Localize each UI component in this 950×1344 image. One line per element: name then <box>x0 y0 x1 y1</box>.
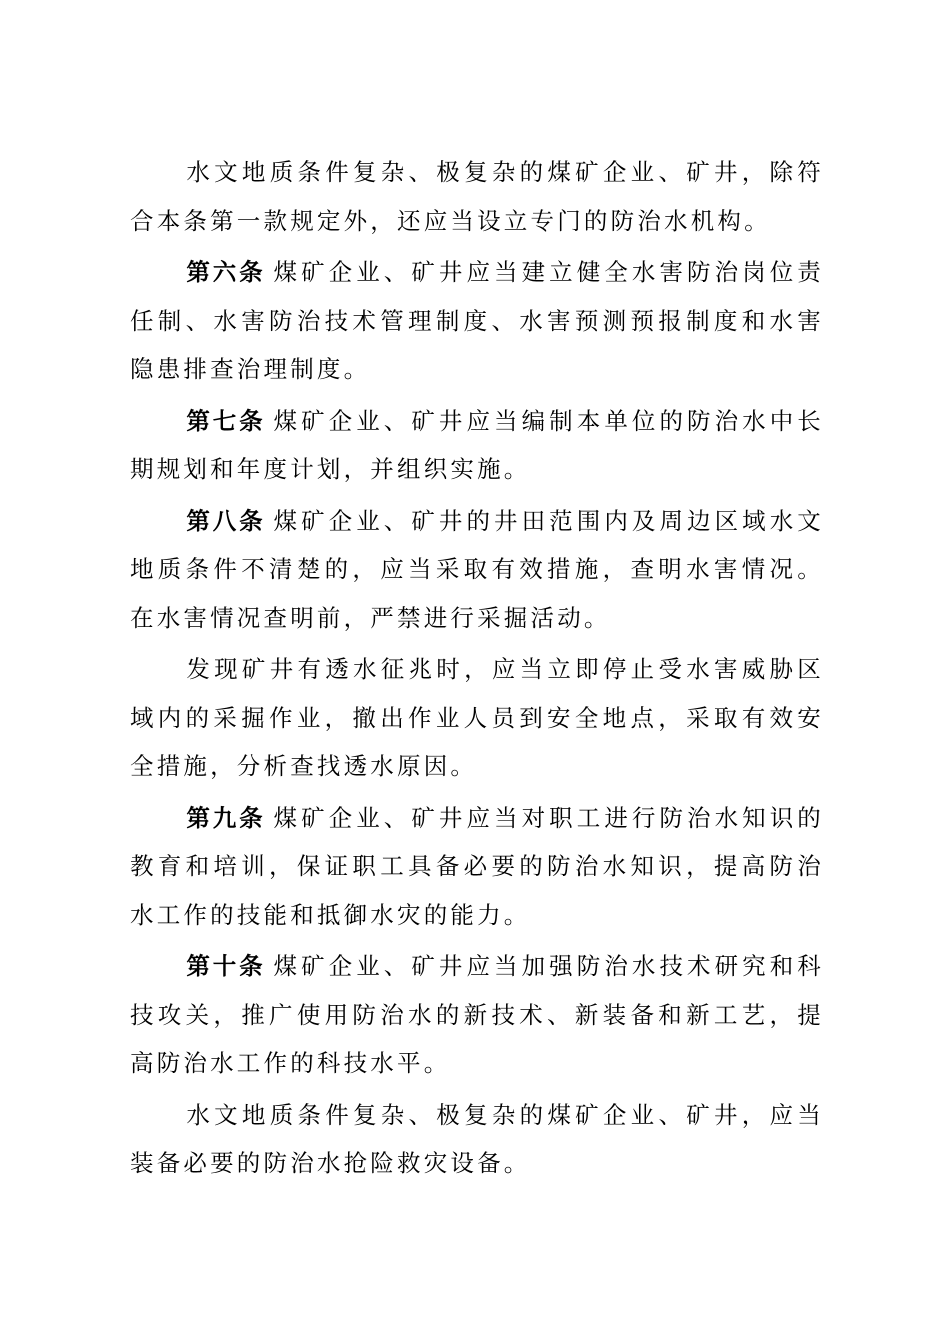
paragraph <box>130 942 824 1088</box>
paragraph-text: 发现矿井有透水征兆时，应当立即停止受水害威胁区域内的采掘作业，撤出作业人员到安全地点，采取有效安全措施，分析查找透水原因。 <box>130 655 824 780</box>
article-number: 第七条 <box>186 406 266 435</box>
paragraph-text: 煤矿企业、矿井应当加强防治水技术研究和科技攻关，推广使用防治水的新技术、新装备和新工艺，提高防治水工作的科技水平。 <box>130 952 825 1077</box>
paragraph <box>130 397 824 494</box>
paragraph <box>130 248 824 394</box>
paragraph-text: 煤矿企业、矿井应当建立健全水害防治岗位责任制、水害防治技术管理制度、水害预测预报制度和水害隐患排查治理制度。 <box>130 258 825 383</box>
paragraph <box>130 794 824 940</box>
article-number: 第十条 <box>186 952 266 980</box>
paragraph-text: 煤矿企业、矿井的井田范围内及周边区域水文地质条件不清楚的，应当采取有效措施，查明水害情况。在水害情况查明前，严禁进行采掘活动。 <box>130 506 825 632</box>
paragraph-text: 水文地质条件复杂、极复杂的煤矿企业、矿井，应当装备必要的防治水抢险救灾设备。 <box>130 1100 824 1177</box>
paragraph <box>130 645 824 791</box>
article-number: 第六条 <box>186 258 266 286</box>
paragraph <box>130 497 824 643</box>
paragraph <box>130 1091 824 1188</box>
paragraph-text: 水文地质条件复杂、极复杂的煤矿企业、矿井，除符合本条第一款规定外，还应当设立专门的防治水机构。 <box>130 158 824 235</box>
paragraph <box>130 148 824 245</box>
article-number: 第八条 <box>186 506 266 535</box>
paragraph-text: 煤矿企业、矿井应当对职工进行防治水知识的教育和培训，保证职工具备必要的防治水知识，提高防治水工作的技能和抵御水灾的能力。 <box>130 803 825 929</box>
paragraph-text: 煤矿企业、矿井应当编制本单位的防治水中长期规划和年度计划，并组织实施。 <box>130 406 825 483</box>
article-number: 第九条 <box>186 803 266 832</box>
document-page <box>130 148 824 1191</box>
